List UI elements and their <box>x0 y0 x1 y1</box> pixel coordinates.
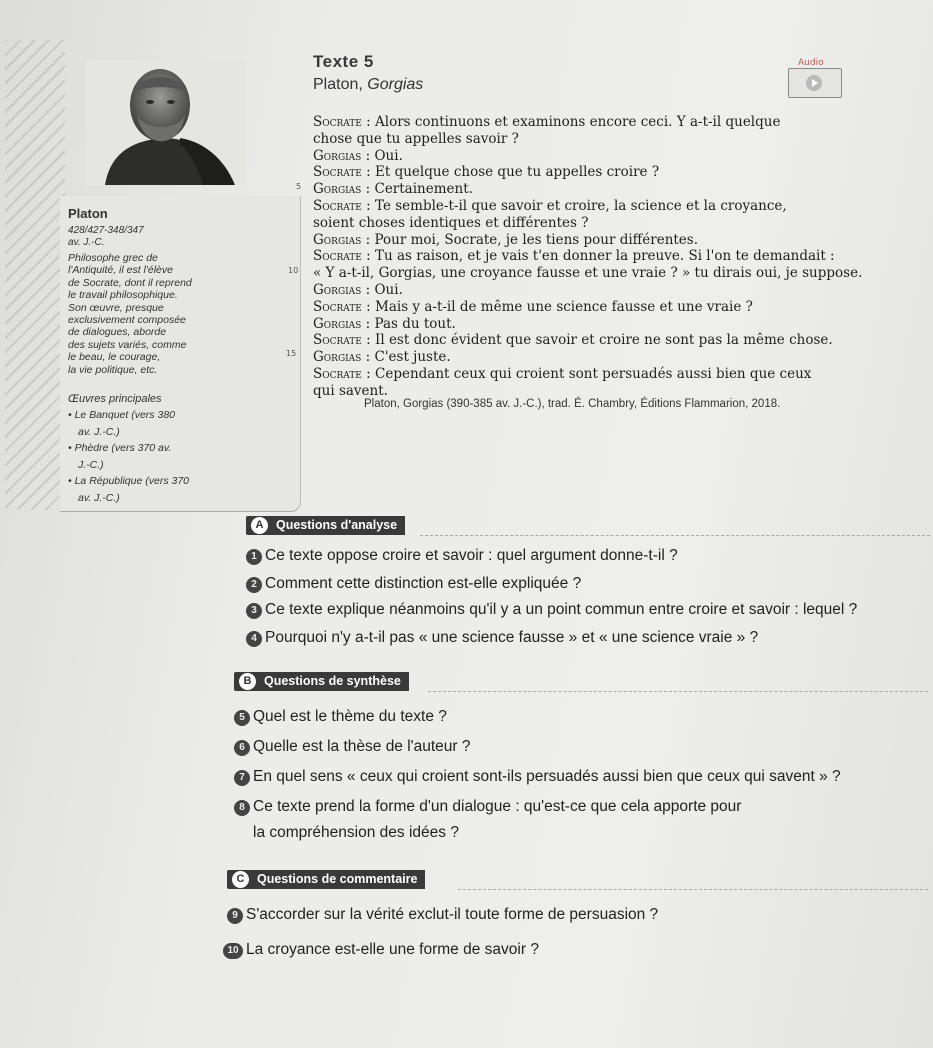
section-title: Questions d'analyse <box>276 518 398 532</box>
text-subtitle <box>313 76 423 94</box>
dialogue-line <box>313 181 853 198</box>
question-2 <box>246 575 581 593</box>
section-letter: B <box>239 673 256 690</box>
dialogue-text-span: : Alors continuons et examinons encore ceci. Y a-t-il quelque <box>361 114 781 130</box>
source-citation: Platon, Gorgias (390-385 av. J.-C.), trad. É. Chambry, Éditions Flammarion, 2018. <box>364 398 781 410</box>
dialogue-text-span: : Certainement. <box>361 181 473 198</box>
question-text: Ce texte prend la forme d'un dialogue : qu'est-ce que cela apporte pour <box>253 798 742 815</box>
bio-line: le travail philosophique. <box>68 289 178 302</box>
author-dates-line: 428/427-348/347 <box>68 225 144 236</box>
dialogue-text-span: : Oui. <box>361 147 403 164</box>
speaker-name: Gorgias <box>313 231 362 248</box>
dialogue-text-span: soient choses identiques et différentes ? <box>313 214 589 231</box>
dialogue-line <box>313 248 853 265</box>
audio-player[interactable] <box>788 58 840 96</box>
question-8-continued <box>253 824 459 842</box>
author-sidebar <box>60 196 301 512</box>
dialogue-text-span: : Et quelque chose que tu appelles croire ? <box>361 164 660 181</box>
line-number: 15 <box>286 349 297 358</box>
works-line: av. J.-C.) <box>78 425 120 438</box>
dialogue-text-span: qui savent. <box>313 382 388 399</box>
dialogue-line <box>313 198 853 215</box>
bust-portrait-icon <box>85 60 245 185</box>
question-9 <box>227 906 658 924</box>
question-7 <box>234 768 841 786</box>
speaker-name: Socrate <box>313 365 362 382</box>
speaker-name: Socrate <box>313 114 362 130</box>
dialogue-text-span: : Te semble-t-il que savoir et croire, la science et la croyance, <box>361 197 787 214</box>
author-dates-line: av. J.-C. <box>68 237 105 248</box>
dialogue-text-span: : Tu as raison, et je vais t'en donner la preuve. Si l'on te demandait : <box>361 248 835 265</box>
dialogue-line <box>313 114 853 131</box>
dialogue-text-span: : Mais y a-t-il de même une science fausse et une vraie ? <box>361 298 753 315</box>
section-c-header <box>227 870 425 889</box>
dialogue-text-span: : C'est juste. <box>361 349 451 366</box>
play-icon[interactable] <box>806 75 822 91</box>
works-line: • Phèdre (vers 370 av. <box>68 442 172 454</box>
dialogue-text <box>313 114 863 400</box>
divider <box>428 691 928 692</box>
dialogue-text-span: : Il est donc évident que savoir et croire ne sont pas la même chose. <box>361 332 833 349</box>
text-title: Texte 5 <box>313 52 374 71</box>
works-line: • Le Banquet (vers 380 <box>68 409 175 421</box>
question-number: 2 <box>246 577 262 593</box>
dialogue-line <box>313 232 853 249</box>
question-8 <box>234 798 741 816</box>
bio-line: le beau, le courage, <box>68 351 161 364</box>
speaker-name: Gorgias <box>313 181 362 198</box>
speaker-name: Socrate <box>313 197 362 214</box>
question-1 <box>246 547 678 565</box>
bio-line: Philosophe grec de <box>68 252 158 264</box>
line-number: 10 <box>288 266 299 275</box>
author-dates <box>68 225 144 249</box>
dialogue-line <box>313 282 853 299</box>
audio-play-button[interactable] <box>788 68 842 98</box>
question-number: 5 <box>234 710 250 726</box>
speaker-name: Socrate <box>313 332 362 349</box>
question-number: 7 <box>234 770 250 786</box>
speaker-name: Socrate <box>313 298 362 315</box>
question-3 <box>246 601 857 619</box>
works-line: av. J.-C.) <box>78 491 120 504</box>
bio-line: de dialogues, aborde <box>68 326 167 339</box>
speaker-name: Gorgias <box>313 147 362 164</box>
dialogue-line <box>313 164 853 181</box>
question-number: 6 <box>234 740 250 756</box>
dialogue-text-span: : Pour moi, Socrate, je les tiens pour différentes. <box>361 231 699 248</box>
audio-label: Audio <box>798 58 824 68</box>
divider <box>420 535 930 536</box>
section-letter: A <box>251 517 268 534</box>
bio-line: exclusivement composée <box>68 314 186 327</box>
section-letter: C <box>232 871 249 888</box>
dialogue-line <box>313 148 853 165</box>
question-text: Ce texte oppose croire et savoir : quel argument donne-t-il ? <box>265 547 678 564</box>
question-number: 1 <box>246 549 262 565</box>
question-5 <box>234 708 447 726</box>
speaker-name: Gorgias <box>313 315 362 332</box>
dialogue-line <box>313 366 853 383</box>
section-title: Questions de commentaire <box>257 872 418 886</box>
works-line: • La République (vers 370 <box>68 475 190 487</box>
dialogue-line <box>313 316 853 333</box>
question-number: 4 <box>246 631 262 647</box>
question-text: En quel sens « ceux qui croient sont-ils persuadés aussi bien que ceux qui savent » ? <box>253 768 841 785</box>
dialogue-line <box>313 299 853 316</box>
question-number: 8 <box>234 800 250 816</box>
dialogue-line <box>313 349 853 366</box>
question-text: Pourquoi n'y a-t-il pas « une science fausse » et « une science vraie » ? <box>265 629 759 646</box>
question-text: S'accorder sur la vérité exclut-il toute forme de persuasion ? <box>246 906 659 923</box>
speaker-name: Gorgias <box>313 281 362 298</box>
question-text: Comment cette distinction est-elle expliquée ? <box>265 575 582 592</box>
dialogue-line <box>313 332 853 349</box>
dialogue-line <box>313 131 853 148</box>
question-text: Quel est le thème du texte ? <box>253 708 447 725</box>
bio-line: des sujets variés, comme <box>68 338 187 351</box>
author-bio <box>68 252 192 376</box>
decorative-stripes <box>5 40 65 510</box>
dialogue-text-span: : Cependant ceux qui croient sont persuadés aussi bien que ceux <box>361 365 812 382</box>
question-6 <box>234 738 471 756</box>
bio-line: Son œuvre, presque <box>68 301 164 314</box>
dialogue-text-span: : Pas du tout. <box>361 315 456 332</box>
works-line: J.-C.) <box>78 458 104 471</box>
works-list <box>68 407 189 506</box>
question-text: la compréhension des idées ? <box>253 824 459 841</box>
subtitle-author: Platon, <box>313 76 368 93</box>
question-4 <box>246 629 758 647</box>
question-text: Ce texte explique néanmoins qu'il y a un point commun entre croire et savoir : lequel ? <box>265 601 858 618</box>
line-number: 5 <box>296 182 302 191</box>
bio-line: la vie politique, etc. <box>68 363 158 376</box>
question-number: 9 <box>227 908 243 924</box>
dialogue-line <box>313 265 863 282</box>
dialogue-text-span: : Oui. <box>361 281 403 298</box>
divider <box>458 889 928 890</box>
speaker-name: Socrate <box>313 164 362 181</box>
dialogue-text-span: chose que tu appelles savoir ? <box>313 130 519 147</box>
bio-line: l'Antiquité, il est l'élève <box>68 264 173 277</box>
speaker-name: Socrate <box>313 248 362 265</box>
dialogue-line <box>313 215 853 232</box>
speaker-name: Gorgias <box>313 349 362 366</box>
subtitle-work: Gorgias <box>367 76 424 93</box>
question-number: 3 <box>246 603 262 619</box>
dialogue-text-span: « Y a-t-il, Gorgias, une croyance fausse et une vraie ? » tu dirais oui, je suppose. <box>313 265 863 282</box>
question-text: La croyance est-elle une forme de savoir ? <box>246 941 539 958</box>
section-b-header <box>234 672 409 691</box>
works-title: Œuvres principales <box>68 393 162 405</box>
question-text: Quelle est la thèse de l'auteur ? <box>253 738 471 755</box>
bio-line: de Socrate, dont il reprend <box>68 276 192 289</box>
question-number: 10 <box>223 943 243 959</box>
section-title: Questions de synthèse <box>264 674 401 688</box>
question-10 <box>223 941 539 959</box>
author-name: Platon <box>68 206 108 221</box>
section-a-header <box>246 516 405 535</box>
